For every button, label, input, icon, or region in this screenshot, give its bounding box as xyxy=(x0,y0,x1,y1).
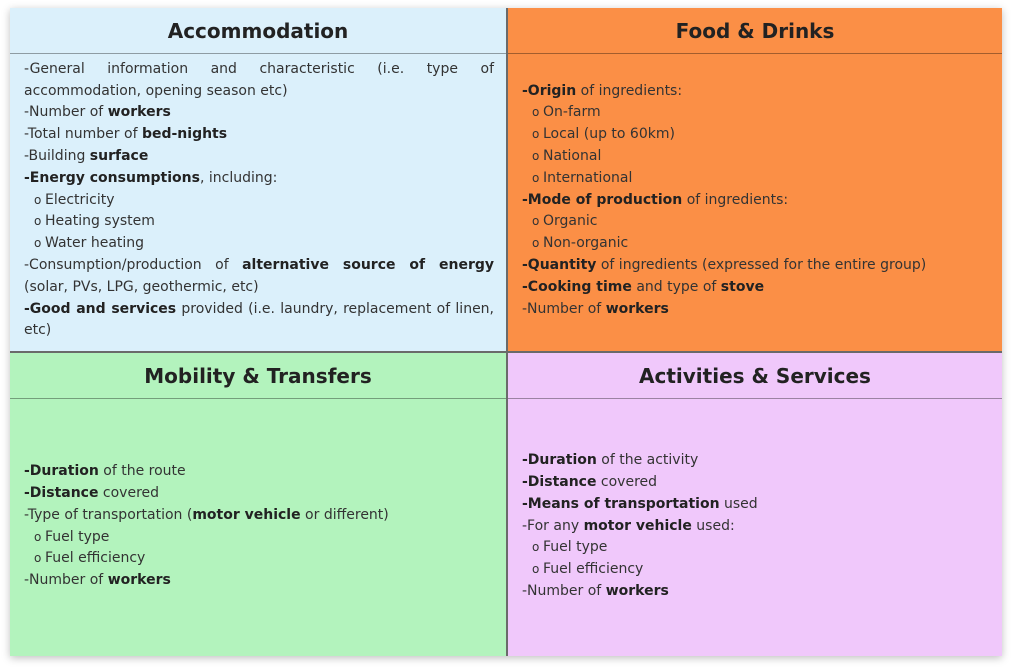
item-keyword: -Origin xyxy=(522,82,577,99)
list-item: -General information and characteristic (i.e. type of accommodation, opening season etc) xyxy=(24,60,494,99)
bullet-icon: o xyxy=(34,214,42,229)
bullet-icon: o xyxy=(34,529,42,544)
item-keyword: motor vehicle xyxy=(583,517,692,534)
item-keyword: bed-nights xyxy=(141,126,228,143)
mobility-transfers-title: Mobility & Transfers xyxy=(10,353,506,399)
bullet-icon: o xyxy=(532,170,540,185)
list-item xyxy=(522,277,990,299)
food-drinks-list xyxy=(508,54,1002,347)
item-keyword: -Distance xyxy=(24,484,99,501)
sub-item xyxy=(522,233,990,255)
list-item xyxy=(522,516,990,538)
sub-item xyxy=(522,559,990,581)
bullet-icon: o xyxy=(532,214,540,229)
item-keyword: -Quantity xyxy=(522,256,597,273)
list-item xyxy=(24,102,494,124)
accommodation-title: Accommodation xyxy=(10,8,506,54)
activities-services-list xyxy=(508,399,1002,654)
item-text: -Number of xyxy=(24,104,108,121)
activities-services-title: Activities & Services xyxy=(508,353,1002,399)
item-keyword: alternative source of energy xyxy=(242,256,494,273)
list-item xyxy=(24,461,494,483)
list-item xyxy=(522,255,990,277)
sub-item xyxy=(24,211,494,233)
accommodation-list xyxy=(10,54,506,347)
sub-item xyxy=(522,146,990,168)
item-text: used xyxy=(719,495,758,512)
sub-item xyxy=(24,190,494,212)
bullet-icon: o xyxy=(532,127,540,142)
sub-item xyxy=(522,102,990,124)
activities-services-quadrant xyxy=(508,353,1002,656)
item-keyword: workers xyxy=(107,572,171,589)
sub-item-text: Non-organic xyxy=(543,235,629,252)
sub-item-text: Fuel type xyxy=(45,528,110,545)
sub-item xyxy=(24,527,494,549)
list-item xyxy=(24,255,494,299)
item-text: -Number of xyxy=(522,582,606,599)
item-text: , including: xyxy=(199,169,278,186)
item-text: -Consumption/production of xyxy=(24,256,243,273)
sub-item-text: Fuel efficiency xyxy=(543,561,644,578)
sub-item xyxy=(522,124,990,146)
item-text: covered xyxy=(596,474,658,490)
list-item xyxy=(522,472,990,494)
item-keyword: workers xyxy=(605,582,669,599)
sub-item-text: National xyxy=(543,148,602,164)
item-text: used: xyxy=(691,517,735,534)
sub-item-text: Fuel type xyxy=(543,539,608,556)
item-text: provided (i.e. laundry, replacement of linen, etc) xyxy=(24,300,495,339)
bullet-icon: o xyxy=(34,192,42,207)
item-text: -Number of xyxy=(522,300,606,317)
item-keyword: stove xyxy=(720,278,765,295)
item-text: -Type of transportation ( xyxy=(24,506,193,523)
list-item xyxy=(24,299,494,343)
list-item xyxy=(522,494,990,516)
item-text: of the activity xyxy=(596,452,699,469)
item-keyword: -Means of transportation xyxy=(522,495,720,512)
item-text: of the route xyxy=(98,463,186,480)
bullet-icon: o xyxy=(532,105,540,120)
sub-item-text: International xyxy=(543,169,633,186)
list-item xyxy=(522,299,990,321)
sub-item xyxy=(522,168,990,190)
sub-item-text: Water heating xyxy=(45,235,145,252)
item-keyword: -Cooking time xyxy=(522,278,632,295)
item-text: and type of xyxy=(631,278,721,295)
list-item xyxy=(522,450,990,472)
sub-item xyxy=(522,537,990,559)
sub-item-text: Electricity xyxy=(45,191,115,208)
item-text: (solar, PVs, LPG, geothermic, etc) xyxy=(24,278,259,295)
item-text: -Building xyxy=(24,148,90,164)
accommodation-quadrant xyxy=(10,8,508,353)
food-drinks-title: Food & Drinks xyxy=(508,8,1002,54)
sub-item-text: Organic xyxy=(543,213,598,230)
item-text: of ingredients (expressed for the entire group) xyxy=(596,256,927,273)
sub-item xyxy=(24,233,494,255)
list-item xyxy=(522,190,990,212)
list-item xyxy=(24,168,494,190)
list-item xyxy=(24,570,494,592)
item-keyword: -Distance xyxy=(522,474,597,490)
list-item xyxy=(522,81,990,103)
item-text: -For any xyxy=(522,517,584,534)
item-keyword: workers xyxy=(107,104,171,121)
list-item xyxy=(24,124,494,146)
list-item xyxy=(24,483,494,505)
item-text: of ingredients: xyxy=(682,191,789,208)
sub-item-text: Local (up to 60km) xyxy=(543,126,675,143)
food-drinks-quadrant xyxy=(508,8,1002,353)
sub-item xyxy=(522,211,990,233)
item-keyword: -Mode of production xyxy=(522,191,683,208)
item-keyword: surface xyxy=(89,148,149,164)
bullet-icon: o xyxy=(532,540,540,555)
item-keyword: -Duration xyxy=(24,463,99,480)
data-requirements-grid xyxy=(10,8,1002,656)
bullet-icon: o xyxy=(532,562,540,577)
item-keyword: motor vehicle xyxy=(192,506,301,523)
item-keyword: -Good and services xyxy=(24,300,177,317)
item-text: of ingredients: xyxy=(576,82,683,99)
bullet-icon: o xyxy=(532,236,540,251)
item-keyword: -Duration xyxy=(522,452,597,469)
item-text: -Total number of xyxy=(24,126,142,143)
item-text: -Number of xyxy=(24,572,108,589)
item-text: or different) xyxy=(300,506,389,523)
bullet-icon: o xyxy=(34,551,42,566)
item-keyword: workers xyxy=(605,300,669,317)
item-keyword: -Energy consumptions xyxy=(24,169,200,186)
list-item xyxy=(522,581,990,603)
bullet-icon: o xyxy=(532,149,540,163)
sub-item xyxy=(24,548,494,570)
sub-item-text: Fuel efficiency xyxy=(45,550,146,567)
mobility-transfers-quadrant xyxy=(10,353,508,656)
list-item xyxy=(24,146,494,168)
item-text: covered xyxy=(98,484,160,501)
bullet-icon: o xyxy=(34,236,42,251)
sub-item-text: On-farm xyxy=(543,104,601,121)
list-item xyxy=(24,505,494,527)
mobility-transfers-list xyxy=(10,399,506,654)
sub-item-text: Heating system xyxy=(45,213,155,230)
